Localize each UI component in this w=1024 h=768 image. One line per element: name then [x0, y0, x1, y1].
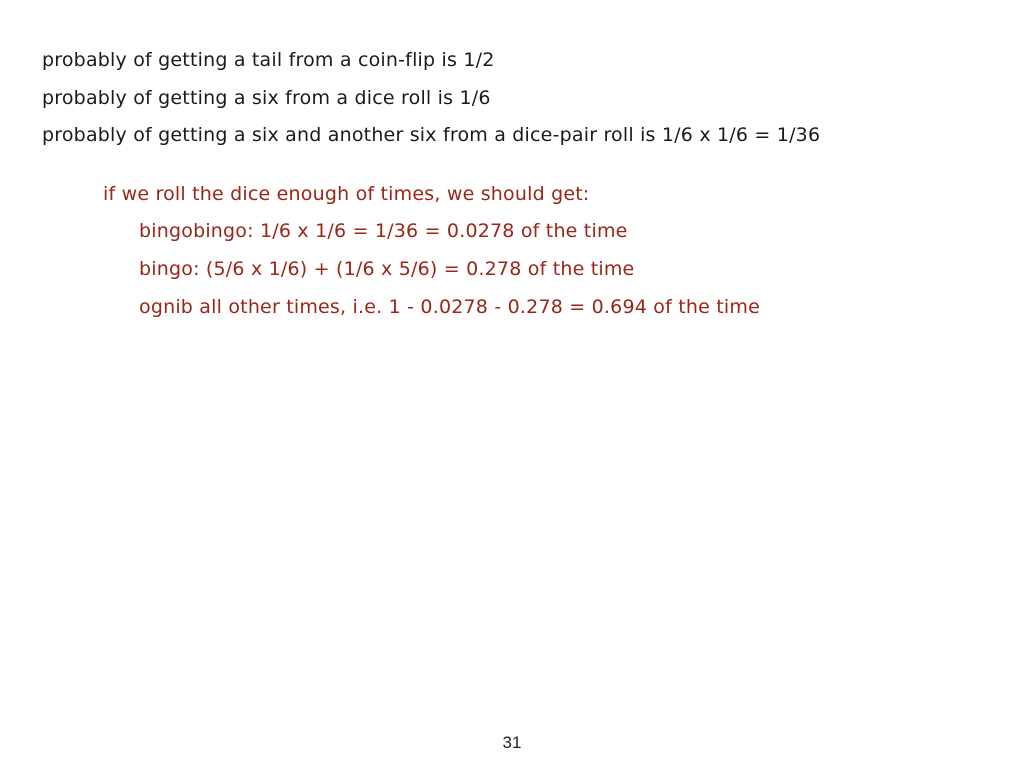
intro-line-dice-roll: probably of getting a six from a dice roll is 1/6 [42, 87, 491, 109]
intro-line-coin-flip: probably of getting a tail from a coin-flip is 1/2 [42, 49, 495, 71]
followup-item-bingobingo: bingobingo: 1/6 x 1/6 = 1/36 = 0.0278 of the time [139, 220, 628, 242]
followup-heading: if we roll the dice enough of times, we should get: [103, 183, 590, 205]
page-number: 31 [502, 733, 522, 752]
followup-item-ognib: ognib all other times, i.e. 1 - 0.0278 - 0.278 = 0.694 of the time [139, 296, 760, 318]
intro-line-dice-pair-roll: probably of getting a six and another six from a dice-pair roll is 1/6 x 1/6 = 1/36 [42, 124, 821, 146]
followup-item-bingo: bingo: (5/6 x 1/6) + (1/6 x 5/6) = 0.278 of the time [139, 258, 635, 280]
